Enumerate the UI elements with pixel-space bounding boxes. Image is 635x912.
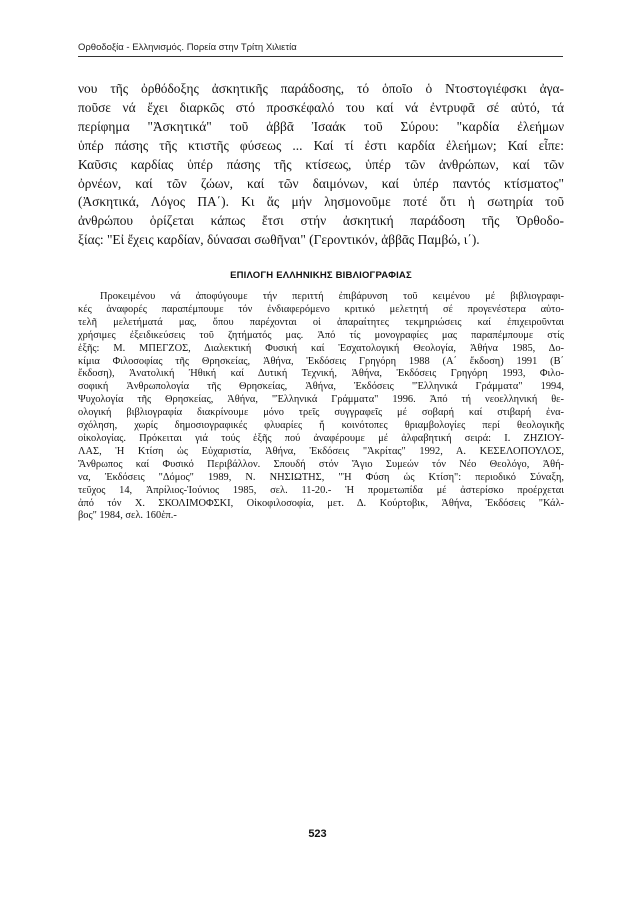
bibliography-line: σχόληση, χωρίς δημοσιογραφικές φλυαρίες ἤ κοινότοπες θριαμβολογίες περί θεολογικῆς — [78, 420, 564, 432]
bibliography-line: χρήσιμες ἐξειδικεύσεις τοῦ ζητήματός μας. Ἀπό τίς μονογραφίες μας παραπέμπουμε στίς — [78, 329, 564, 341]
running-header: Ορθοδοξία - Ελληνισμός. Πορεία στην Τρίτη Χιλιετία — [78, 42, 563, 57]
bibliography-line: ἑξῆς: Μ. ΜΠΕΓΖΟΣ, Διαλεκτική Φυσική καί Ἐσχατολογική Θεολογία, Ἀθήνα 1985, Δο- — [78, 342, 564, 354]
body-line: ὀρνέων, καί τῶν ζώων, καί τῶν δαιμόνων, καί ὑπέρ παντός κτίσματος" — [78, 175, 564, 191]
bibliography-line: βος" 1984, σελ. 160ἑπ.- — [78, 510, 177, 522]
bibliography-line: Προκειμένου νά ἀποφύγουμε τήν περιττή ἐπιβάρυνση τοῦ κειμένου μέ βιβλιογραφι- — [100, 291, 564, 302]
body-line: ποῦσε νά ἔχει διαρκῶς στό προσκέφαλό του καί νά ἐντρυφᾶ σέ αὐτό, τά — [78, 99, 564, 115]
bibliography-line: ἔκδοση), Ἀνατολική Ἠθική καί Δυτική Τεχνική, Ἀθήνα, Ἐκδόσεις Γρηγόρη 1993, Φιλο- — [78, 368, 564, 380]
page-number: 523 — [308, 828, 327, 840]
bibliography-line: ΛΑΣ, Ἡ Κτίση ὡς Εὐχαριστία, Ἀθήνα, Ἐκδόσεις "Ἀκρίτας" 1992, Α. ΚΕΣΕΛΟΠΟΥΛΟΣ, — [78, 445, 564, 457]
bibliography-paragraph — [78, 291, 564, 523]
body-line: Καῦσις καρδίας ὑπέρ πάσης τῆς κτίσεως, ὑπέρ τῶν ἀνθρώπων, καί τῶν — [78, 156, 564, 172]
body-line: ἀνθρώπου ὁρίζεται κάπως ἔτσι στήν ἀσκητική παράδοση τῆς Ὀρθοδο- — [78, 213, 564, 229]
body-line: ὑπέρ πάσης τῆς κτιστῆς φύσεως ... Καί τί ἐστι καρδία ἐλεήμων; Καί εἶπε: — [78, 137, 564, 153]
bibliography-line: κές ἀναφορές παραπέμπουμε τόν ἐνδιαφερόμενο κριτικό μελετητή σέ προγενέστερα αὐτο- — [78, 303, 564, 315]
bibliography-line: οἰκολογίας. Πρόκειται γιά τούς ἑξῆς πού ἀναφέρουμε μέ ἀλφαβητική σειρά: Ι. ΖΗΖΙΟΥ- — [78, 432, 564, 444]
bibliography-line: τελῆ μελετήματά μας, ὅπου παρέχονται οἱ ἀπαραίτητες τεκμηριώσεις καί ἐπιχειροῦνται — [78, 316, 564, 328]
bibliography-line: ἀπό τόν Χ. ΣΚΟΛΙΜΟΦΣΚΙ, Οἰκοφιλοσοφία, μετ. Δ. Κούρτοβικ, Ἀθήνα, Ἐκδόσεις "Κάλ- — [78, 497, 564, 509]
bibliography-line: να, Ἐκδόσεις "Δόμος" 1989, Ν. ΝΗΣΙΩΤΗΣ, "Ἡ Φύση ὡς Κτίση": περιοδικό Σύναξη, — [78, 471, 564, 483]
body-line: ξίας: "Εἰ ἔχεις καρδίαν, δύνασαι σωθῆναι" (Γεροντικόν, ἀββᾶς Παμβώ, ι΄). — [78, 232, 480, 248]
body-line: (Ἀσκητικά, Λόγος ΠΑ΄). Κι ἄς μήν λησμονοῦμε ποτέ ὅτι ἡ σωτηρία τοῦ — [78, 194, 564, 210]
bibliography-line: κίμια Φιλοσοφίας τῆς Θρησκείας, Ἀθήνα, Ἐκδόσεις Γρηγόρη 1988 (Α΄ ἔκδοση) 1991 (Β΄ — [78, 355, 564, 367]
bibliography-line: σοφική Ἀνθρωπολογία τῆς Θρησκείας, Ἀθήνα, Ἐκδόσεις "Ἑλληνικά Γράμματα" 1994, — [78, 381, 564, 393]
bibliography-heading: ΕΠΙΛΟΓΗ ΕΛΛΗΝΙΚΗΣ ΒΙΒΛΙΟΓΡΑΦΙΑΣ — [230, 270, 412, 281]
bibliography-line: τεῦχος 14, Ἀπρίλιος-Ἰούνιος 1985, σελ. 11-20.- Ἡ προμετωπίδα μέ ἀστερίσκο προέρχεται — [78, 484, 564, 496]
body-line: περίφημα "Ἀσκητικά" τοῦ ἀββᾶ Ἰσαάκ τοῦ Σύρου: "καρδία ἐλεήμων — [78, 118, 564, 134]
bibliography-line: ολογική βιβλιογραφία διακρίνουμε μόνο τρεῖς συγγραφεῖς μέ σοβαρή καί στιβαρή ἐνα- — [78, 407, 564, 419]
body-line: νου τῆς ὀρθόδοξης ἀσκητικῆς παράδοσης, τό ὁποῖο ὁ Ντοστογιέφσκι ἀγα- — [78, 81, 564, 96]
bibliography-line: Ψυχολογία τῆς Θρησκείας, Ἀθήνα, "Ἑλληνικά Γράμματα" 1996. Ἀπό τή νεοελληνική θε- — [78, 394, 564, 406]
bibliography-line: Ἄνθρωπος καί Φυσικό Περιβάλλον. Σπουδή στόν Ἅγιο Συμεών τόν Νέο Θεολόγο, Ἀθή- — [78, 458, 564, 470]
body-paragraph — [78, 80, 564, 250]
